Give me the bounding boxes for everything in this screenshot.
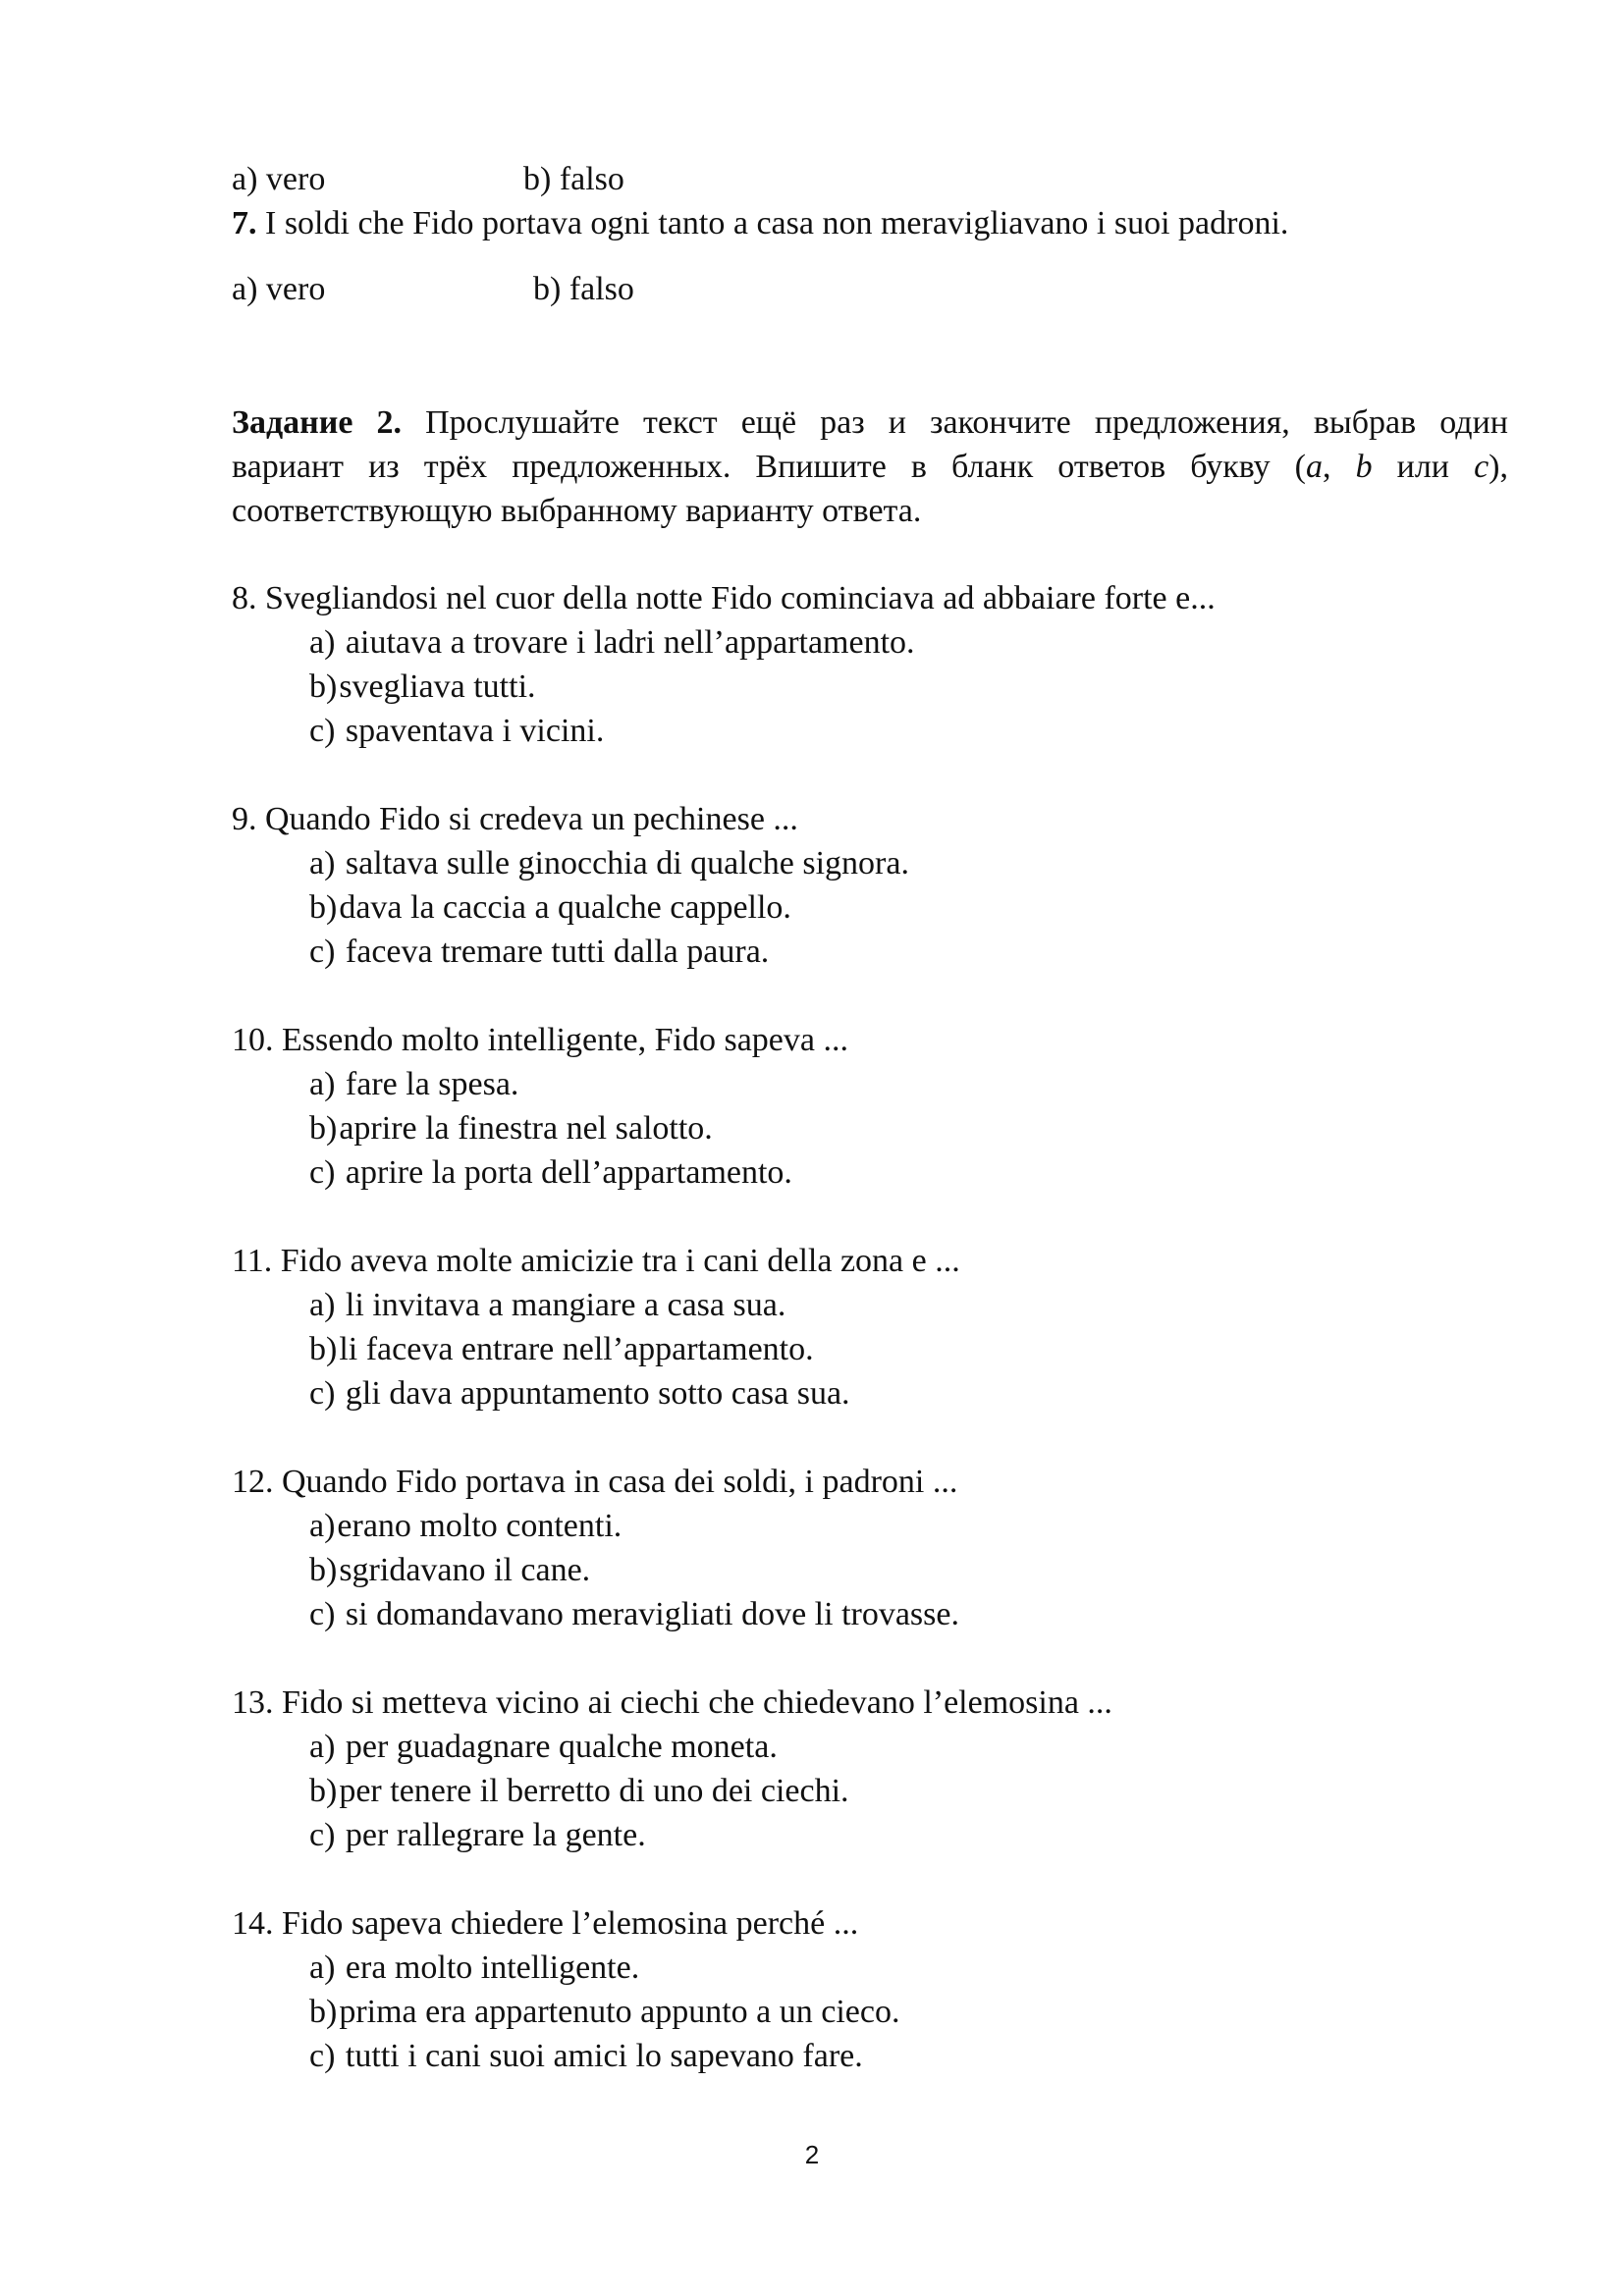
question-7-option-a: a) vero <box>232 271 326 307</box>
option-b: b)prima era appartenuto appunto a un cieco. <box>309 1994 900 2030</box>
option-c: c) faceva tremare tutti dalla paura. <box>309 934 770 970</box>
question-7-number: 7. <box>232 205 257 241</box>
option-a: a)erano molto contenti. <box>309 1508 623 1544</box>
question-11 <box>232 1239 1508 1415</box>
option-a: a) saltava sulle ginocchia di qualche signora. <box>309 845 909 881</box>
question-stem: 8. Svegliandosi nel cuor della notte Fido cominciava ad abbaiare forte e... <box>232 580 1216 616</box>
option-b: b)aprire la finestra nel salotto. <box>309 1110 713 1147</box>
question-12 <box>232 1460 1508 1636</box>
question-stem: 9. Quando Fido si credeva un pechinese ... <box>232 801 798 837</box>
question-9 <box>232 797 1508 974</box>
option-a: a) li invitava a mangiare a casa sua. <box>309 1287 786 1323</box>
instruction-line-1: Задание 2. Прослушайте текст ещё раз и закончите предложения, выбрав один <box>232 404 1508 441</box>
instruction-line-3: соответствующую выбранному варианту ответа. <box>232 493 922 529</box>
answer-option-b: b) falso <box>523 161 624 197</box>
question-stem: 13. Fido si metteva vicino ai ciechi che chiedevano l’elemosina ... <box>232 1684 1112 1721</box>
option-c: c) per rallegrare la gente. <box>309 1817 646 1853</box>
letter-b: b <box>1355 449 1373 485</box>
question-7-option-b: b) falso <box>533 271 634 307</box>
option-b: b)dava la caccia a qualche cappello. <box>309 889 791 926</box>
page-number: 2 <box>804 2140 820 2169</box>
option-a: a) era molto intelligente. <box>309 1949 640 1986</box>
answer-option-a: a) vero <box>232 161 326 197</box>
question-8 <box>232 576 1508 753</box>
letter-a: a <box>1306 449 1323 485</box>
option-a: a) fare la spesa. <box>309 1066 519 1102</box>
instruction-line-2: вариант из трёх предложенных. Впишите в бланк ответов букву (a, b или c), <box>232 449 1508 485</box>
task-2-label: Задание 2. <box>232 404 402 441</box>
option-b: b)li faceva entrare nell’appartamento. <box>309 1331 814 1367</box>
task-2-instruction <box>232 400 1508 533</box>
option-c: c) tutti i cani suoi amici lo sapevano fare. <box>309 2038 863 2074</box>
question-stem: 10. Essendo molto intelligente, Fido sapeva ... <box>232 1022 848 1058</box>
question-stem: 14. Fido sapeva chiedere l’elemosina perché ... <box>232 1905 859 1942</box>
option-c: c) aprire la porta dell’appartamento. <box>309 1154 792 1191</box>
question-stem: 12. Quando Fido portava in casa dei soldi, i padroni ... <box>232 1464 958 1500</box>
letter-c: c <box>1474 449 1489 485</box>
question-stem: 11. Fido aveva molte amicizie tra i cani della zona e ... <box>232 1243 960 1279</box>
option-b: b)per tenere il berretto di uno dei ciechi. <box>309 1773 849 1809</box>
option-c: c) gli dava appuntamento sotto casa sua. <box>309 1375 850 1412</box>
question-10 <box>232 1018 1508 1195</box>
option-b: b)sgridavano il cane. <box>309 1552 591 1588</box>
question-14 <box>232 1901 1508 2078</box>
option-c: c) si domandavano meravigliati dove li trovasse. <box>309 1596 959 1632</box>
question-13 <box>232 1681 1508 1857</box>
question-7-text: I soldi che Fido portava ogni tanto a casa non meravigliavano i suoi padroni. <box>256 205 1289 241</box>
option-b: b)svegliava tutti. <box>309 668 536 705</box>
option-a: a) per guadagnare qualche moneta. <box>309 1729 778 1765</box>
option-c: c) spaventava i vicini. <box>309 713 605 749</box>
question-7-stem <box>232 201 1288 245</box>
option-a: a) aiutava a trovare i ladri nell’appartamento. <box>309 624 915 661</box>
